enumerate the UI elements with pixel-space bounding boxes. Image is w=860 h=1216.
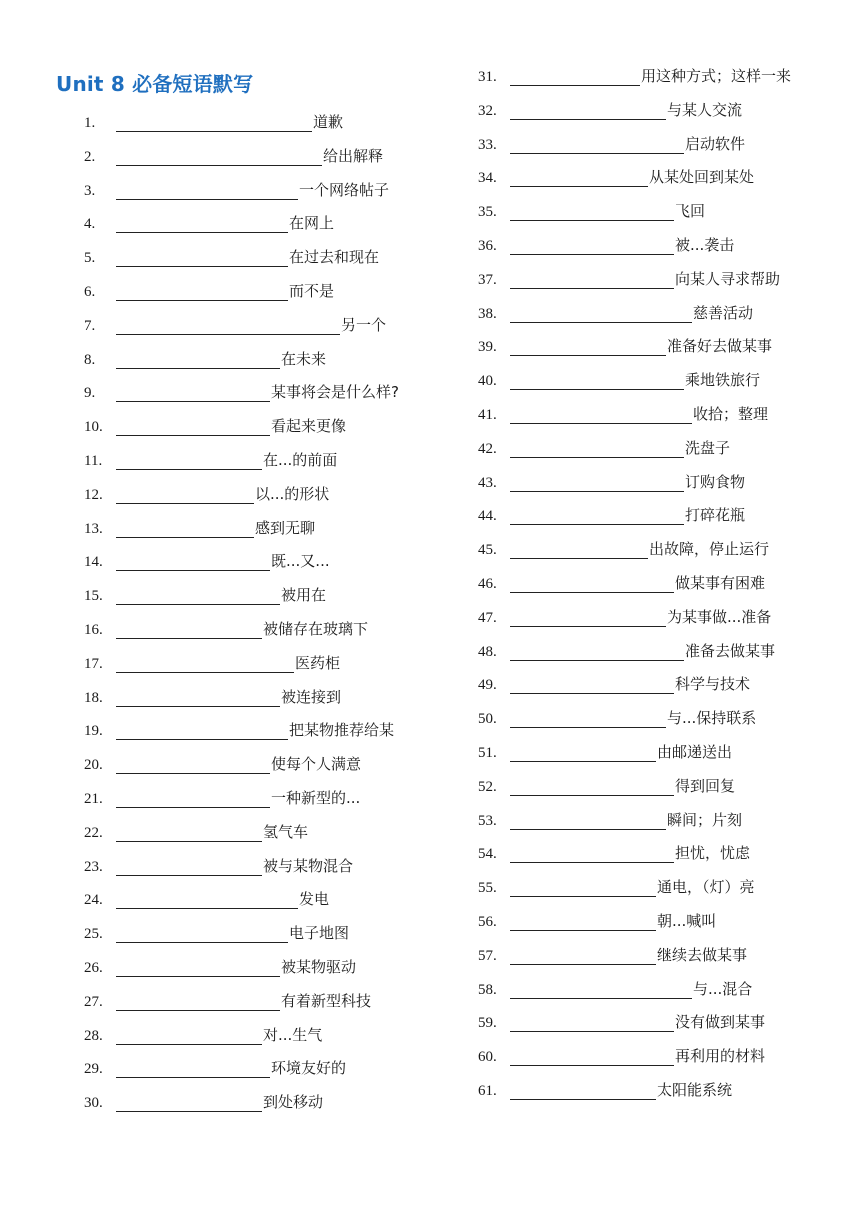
answer-blank[interactable] [116,688,280,707]
item-meaning: 到处移动 [263,1093,324,1112]
item-number: 34. [478,170,497,187]
item-number: 49. [478,677,497,694]
item-meaning: 氢气车 [263,822,309,841]
answer-blank[interactable] [116,552,270,571]
item-meaning: 太阳能系统 [657,1081,733,1099]
answer-blank[interactable] [510,473,684,492]
answer-blank[interactable] [510,946,656,965]
item-meaning: 被与某物混合 [263,856,354,875]
item-meaning: 在网上 [289,214,335,233]
item-number: 11. [84,453,103,469]
list-item [478,839,750,863]
list-item [84,480,329,504]
item-number: 25. [84,926,103,943]
item-meaning: 从某处回到某处 [649,168,755,187]
list-item [478,163,754,187]
item-number: 4. [84,216,96,233]
list-item [478,772,735,796]
item-meaning: 为某事做...准备 [667,607,772,626]
item-number: 6. [84,284,96,300]
item-meaning: 被...袭击 [675,236,735,254]
answer-blank[interactable] [116,451,262,470]
item-number: 20. [84,757,103,774]
list-item [84,547,330,571]
item-meaning: 乘地铁旅行 [685,371,761,390]
list-item [84,649,340,673]
answer-blank[interactable] [510,337,666,356]
answer-blank[interactable] [116,958,280,977]
answer-blank[interactable] [510,912,656,931]
item-number: 16. [84,622,103,638]
page-title: Unit 8 必备短语默写 [56,72,254,96]
list-item [84,412,346,436]
list-item [478,468,745,492]
item-meaning: 对...生气 [263,1025,323,1044]
item-number: 42. [478,440,497,457]
item-number: 57. [478,947,497,964]
item-number: 13. [84,520,103,537]
list-item [84,581,326,605]
list-item [478,400,768,424]
item-meaning: 感到无聊 [255,518,316,537]
answer-blank[interactable] [116,383,270,402]
list-item [478,1076,732,1100]
list-item [478,1008,765,1032]
answer-blank[interactable] [116,519,254,538]
list-item [478,231,734,255]
list-item [84,987,371,1011]
item-number: 1. [84,115,96,131]
item-number: 7. [84,317,96,334]
item-number: 8. [84,351,96,368]
item-meaning: 做某事有困难 [675,574,766,592]
item-meaning: 洗盘子 [685,438,731,457]
list-item [84,378,399,402]
item-meaning: 慈善活动 [693,303,754,322]
answer-blank[interactable] [116,417,270,436]
answer-blank[interactable] [510,236,674,255]
answer-blank[interactable] [116,857,262,876]
item-meaning: 另一个 [341,315,387,334]
item-meaning: 准备好去做某事 [667,337,773,356]
list-item [84,1021,322,1045]
answer-blank[interactable] [116,485,254,504]
list-item [478,873,755,897]
list-item [478,434,730,458]
answer-blank[interactable] [510,811,666,830]
item-meaning: 与某人交流 [667,100,743,119]
answer-blank[interactable] [116,789,270,808]
list-item [478,535,769,559]
item-meaning: 瞬间；片刻 [667,810,743,829]
answer-blank[interactable] [116,654,294,673]
item-meaning: 被连接到 [281,687,342,706]
answer-blank[interactable] [116,890,298,909]
list-item [478,332,772,356]
list-item [478,670,750,694]
answer-blank[interactable] [510,642,684,661]
item-meaning: 而不是 [289,282,335,300]
item-number: 17. [84,655,103,672]
answer-blank[interactable] [116,1059,270,1078]
answer-blank[interactable] [510,506,684,525]
answer-blank[interactable] [116,147,322,166]
item-meaning: 被某物驱动 [281,958,357,976]
item-meaning: 电子地图 [289,924,350,943]
answer-blank[interactable] [116,1093,262,1112]
item-meaning: 与...混合 [693,979,753,998]
answer-blank[interactable] [510,1081,656,1100]
item-number: 12. [84,486,103,503]
list-item [478,197,705,221]
item-number: 50. [478,711,497,728]
item-number: 5. [84,250,96,267]
answer-blank[interactable] [510,439,684,458]
item-meaning: 用这种方式；这样一来 [641,67,792,85]
list-item [84,683,341,707]
list-item [478,1042,765,1066]
answer-blank[interactable] [510,709,666,728]
item-number: 58. [478,981,497,998]
list-item [478,806,742,830]
item-meaning: 给出解释 [323,146,384,165]
item-meaning: 向某人寻求帮助 [675,269,781,288]
item-number: 46. [478,576,497,592]
list-item [84,243,379,267]
item-number: 41. [478,407,497,423]
answer-blank[interactable] [116,721,288,740]
list-item [478,501,745,525]
answer-blank[interactable] [116,992,280,1011]
answer-blank[interactable] [510,168,648,187]
item-number: 36. [478,238,497,254]
item-number: 35. [478,204,497,221]
item-meaning: 环境友好的 [271,1059,347,1078]
answer-blank[interactable] [116,282,288,301]
list-item [84,953,356,977]
item-meaning: 得到回复 [675,776,736,795]
item-number: 59. [478,1015,497,1032]
list-item [478,603,771,627]
list-item [478,62,791,86]
item-meaning: 准备去做某事 [685,641,776,660]
list-item [478,738,732,762]
list-item [478,907,716,931]
answer-blank[interactable] [510,304,692,323]
list-item [84,784,360,808]
answer-blank[interactable] [510,608,666,627]
item-meaning: 朝...喊叫 [657,912,717,930]
item-number: 30. [84,1095,103,1112]
item-number: 51. [478,745,497,761]
item-number: 40. [478,373,497,390]
item-meaning: 科学与技术 [675,675,751,694]
answer-blank[interactable] [116,620,262,639]
item-number: 55. [478,880,497,897]
item-meaning: 被用在 [281,586,327,605]
list-item [84,311,386,335]
answer-blank[interactable] [510,101,666,120]
answer-blank[interactable] [510,135,684,154]
item-number: 21. [84,791,103,807]
item-meaning: 看起来更像 [271,417,347,436]
answer-blank[interactable] [510,777,674,796]
list-item [84,716,394,740]
item-meaning: 有着新型科技 [281,991,372,1010]
list-item [84,750,361,774]
answer-blank[interactable] [510,1013,674,1032]
answer-blank[interactable] [116,248,288,267]
answer-blank[interactable] [510,202,674,221]
answer-blank[interactable] [510,878,656,897]
answer-blank[interactable] [116,214,288,233]
answer-blank[interactable] [510,67,640,86]
item-number: 24. [84,892,103,909]
item-meaning: 收拾；整理 [693,405,769,423]
list-item [478,265,780,289]
list-item [84,885,329,909]
answer-blank[interactable] [510,270,674,289]
item-number: 48. [478,643,497,660]
item-meaning: 继续去做某事 [657,945,748,964]
answer-blank[interactable] [510,980,692,999]
item-meaning: 某事将会是什么样? [271,383,399,402]
answer-blank[interactable] [510,743,656,762]
list-item [84,142,383,166]
list-item [478,96,742,120]
list-item [478,704,756,728]
list-item [84,446,337,470]
item-meaning: 医药柜 [295,653,341,672]
list-item [84,277,334,301]
item-meaning: 使每个人满意 [271,755,362,774]
item-meaning: 一个网络帖子 [299,180,390,199]
item-number: 38. [478,305,497,322]
list-item [478,637,775,661]
item-number: 9. [84,385,96,402]
answer-blank[interactable] [116,1026,262,1045]
list-item [478,941,747,965]
item-number: 53. [478,812,497,829]
list-item [478,569,765,593]
list-item [84,919,349,943]
item-number: 43. [478,474,497,491]
item-number: 2. [84,148,96,165]
list-item [84,1088,323,1112]
answer-blank[interactable] [510,675,674,694]
item-number: 27. [84,993,103,1010]
item-meaning: 一种新型的... [271,789,361,807]
item-number: 28. [84,1027,103,1044]
item-number: 10. [84,419,103,436]
list-item [478,299,753,323]
item-number: 15. [84,588,103,605]
answer-blank[interactable] [510,1047,674,1066]
item-number: 61. [478,1083,497,1099]
item-number: 18. [84,689,103,706]
list-item [478,975,752,999]
item-meaning: 飞回 [675,202,706,221]
item-meaning: 启动软件 [685,134,746,153]
item-meaning: 担忧，忧虑 [675,844,751,863]
item-number: 39. [478,339,497,356]
item-meaning: 打碎花瓶 [685,506,746,525]
answer-blank[interactable] [116,316,340,335]
item-meaning: 通电，（灯）亮 [657,878,755,897]
item-meaning: 出故障，停止运行 [649,540,770,559]
item-meaning: 订购食物 [685,472,746,491]
answer-blank[interactable] [510,574,674,593]
item-meaning: 在...的前面 [263,451,338,469]
item-number: 60. [478,1049,497,1066]
answer-blank[interactable] [116,113,312,132]
answer-blank[interactable] [510,540,648,559]
answer-blank[interactable] [116,924,288,943]
item-number: 23. [84,858,103,875]
item-meaning: 在过去和现在 [289,248,380,267]
list-item [84,818,308,842]
list-item [84,514,315,538]
item-number: 22. [84,824,103,841]
answer-blank[interactable] [510,371,684,390]
item-meaning: 道歉 [313,113,344,131]
item-meaning: 发电 [299,890,330,909]
item-number: 3. [84,182,96,199]
item-number: 54. [478,846,497,863]
answer-blank[interactable] [116,350,280,369]
list-item [84,108,343,132]
list-item [84,209,334,233]
answer-blank[interactable] [510,844,674,863]
item-number: 14. [84,554,103,571]
item-number: 19. [84,723,103,740]
list-item [84,345,326,369]
answer-blank[interactable] [116,181,298,200]
item-meaning: 既...又... [271,552,330,571]
item-number: 47. [478,609,497,626]
item-meaning: 被储存在玻璃下 [263,620,369,638]
item-number: 33. [478,136,497,153]
item-meaning: 再利用的材料 [675,1047,766,1066]
item-number: 32. [478,102,497,119]
list-item [478,366,760,390]
list-item [84,1054,346,1078]
answer-blank[interactable] [116,586,280,605]
list-item [84,176,389,200]
item-meaning: 与...保持联系 [667,709,757,728]
item-number: 31. [478,69,497,85]
item-meaning: 没有做到某事 [675,1013,766,1032]
answer-blank[interactable] [510,405,692,424]
answer-blank[interactable] [116,823,262,842]
answer-blank[interactable] [116,755,270,774]
item-number: 44. [478,508,497,525]
list-item [84,852,353,876]
item-meaning: 由邮递送出 [657,743,733,761]
item-number: 37. [478,271,497,288]
item-meaning: 以...的形状 [255,484,330,503]
item-meaning: 在未来 [281,349,327,368]
list-item [84,615,368,639]
item-number: 26. [84,960,103,976]
list-item [478,130,745,154]
item-number: 29. [84,1061,103,1078]
item-number: 45. [478,542,497,559]
item-number: 52. [478,778,497,795]
item-meaning: 把某物推荐给某 [289,721,395,740]
item-number: 56. [478,914,497,930]
